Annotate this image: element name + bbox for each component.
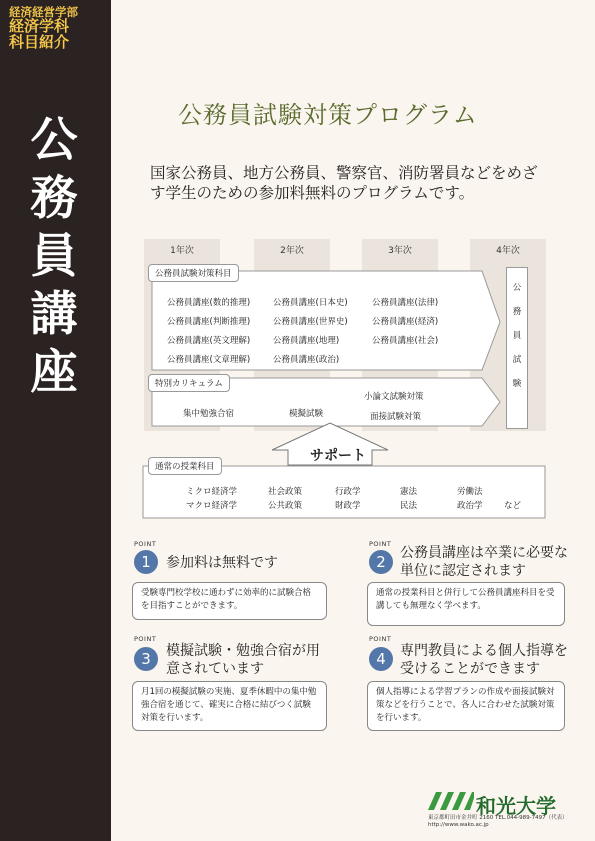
year-label: 3年次 (388, 246, 412, 256)
subject: 公務員講座(文章理解) (167, 355, 251, 365)
program1-label: 公務員試験対策科目 (148, 264, 239, 282)
regular-item: 政治学 (457, 501, 483, 511)
regular-item: 社会政策 (268, 487, 303, 497)
regular-item: 民法 (400, 501, 418, 511)
address-line: 東京都町田市金井町 2160 TEL.044-989-7497（代表） (428, 815, 568, 821)
title-char: 座 (30, 345, 78, 400)
special-item: 小論文試験対策 (364, 392, 424, 402)
point-heading: 参加料は無料です (166, 555, 278, 571)
point-heading: 専門教員による個人指導を受けることができます (400, 643, 568, 677)
point-heading: 公務員講座は卒業に必要な単位に認定されます (400, 545, 568, 579)
university-name: 和光大学 (476, 794, 556, 818)
regular-item: 労働法 (457, 487, 483, 497)
point-number-badge: 3 (134, 647, 158, 671)
final-char: 公 (512, 283, 522, 293)
regular-label: 通常の授業科目 (148, 457, 222, 475)
subject: 公務員講座(経済) (372, 317, 439, 327)
point-body: 月1回の模擬試験の実施、夏季休暇中の集中勉強合宿を通じて、確実に合格に結びつく試験対策を行います。 (132, 681, 327, 731)
special-item: 模擬試験 (289, 409, 324, 419)
point-label: POINT (134, 540, 157, 548)
subject: 公務員講座(社会) (372, 336, 439, 346)
point-heading: 模擬試験・勉強合宿が用意されています (166, 643, 320, 677)
point-label: POINT (369, 635, 392, 643)
regular-item: 憲法 (400, 487, 418, 497)
regular-item: ミクロ経済学 (186, 487, 238, 497)
page-title: 公務員試験対策プログラム (178, 101, 478, 129)
intro-text: 国家公務員、地方公務員、警察官、消防署員などをめざす学生のための参加料無料のプログラムです。 (150, 164, 538, 202)
final-char: 務 (512, 307, 522, 317)
final-char: 員 (512, 331, 522, 341)
final-char: 試 (512, 355, 522, 365)
support-label: サポート (310, 448, 366, 464)
point-body: 受験専門校学校に通わずに効率的に試験合格を目指すことができます。 (132, 582, 327, 620)
regular-item: 財政学 (335, 501, 361, 511)
point-number-badge: 4 (369, 647, 393, 671)
point-label: POINT (369, 540, 392, 548)
title-char: 務 (30, 171, 78, 226)
regular-item: 公共政策 (268, 501, 303, 511)
point-body: 通常の授業科目と併行して公務員講座科目を受講しても無理なく学べます。 (367, 582, 565, 626)
point-body: 個人指導による学習プランの作成や面接試験対策などを行うことで、各人に合わせた試験対策を行います。 (367, 681, 565, 731)
university-address (428, 815, 588, 829)
program2-label: 特別カリキュラム (148, 374, 230, 392)
regular-item: など (504, 501, 522, 511)
title-char: 公 (30, 113, 78, 168)
subject: 公務員講座(数的推理) (167, 298, 251, 308)
title-char: 講 (30, 287, 78, 342)
dept-line-1: 経済経営学部 (9, 5, 78, 19)
dept-line-2: 経済学科 (9, 17, 70, 36)
subject: 公務員講座(法律) (372, 298, 439, 308)
subject: 公務員講座(判断推理) (167, 317, 251, 327)
website-url[interactable]: http://www.wako.ac.jp (428, 822, 489, 828)
subject: 公務員講座(世界史) (273, 317, 348, 327)
university-logo-icon (428, 790, 474, 812)
final-exam-box (506, 267, 528, 429)
regular-item: 行政学 (335, 487, 361, 497)
subject: 公務員講座(地理) (273, 336, 340, 346)
point-number-badge: 1 (134, 550, 158, 574)
point-number-badge: 2 (369, 550, 393, 574)
subject: 公務員講座(日本史) (273, 298, 348, 308)
dept-line-3: 科目紹介 (9, 32, 70, 51)
subject: 公務員講座(英文理解) (167, 336, 251, 346)
regular-item: マクロ経済学 (186, 501, 238, 511)
final-char: 験 (512, 379, 522, 389)
year-label: 2年次 (280, 246, 304, 256)
subject: 公務員講座(政治) (273, 355, 340, 365)
year-label: 4年次 (496, 246, 520, 256)
special-item: 集中勉強合宿 (183, 409, 235, 419)
point-label: POINT (134, 635, 157, 643)
year-label: 1年次 (170, 246, 194, 256)
title-char: 員 (30, 229, 78, 284)
special-item: 面接試験対策 (370, 412, 422, 422)
